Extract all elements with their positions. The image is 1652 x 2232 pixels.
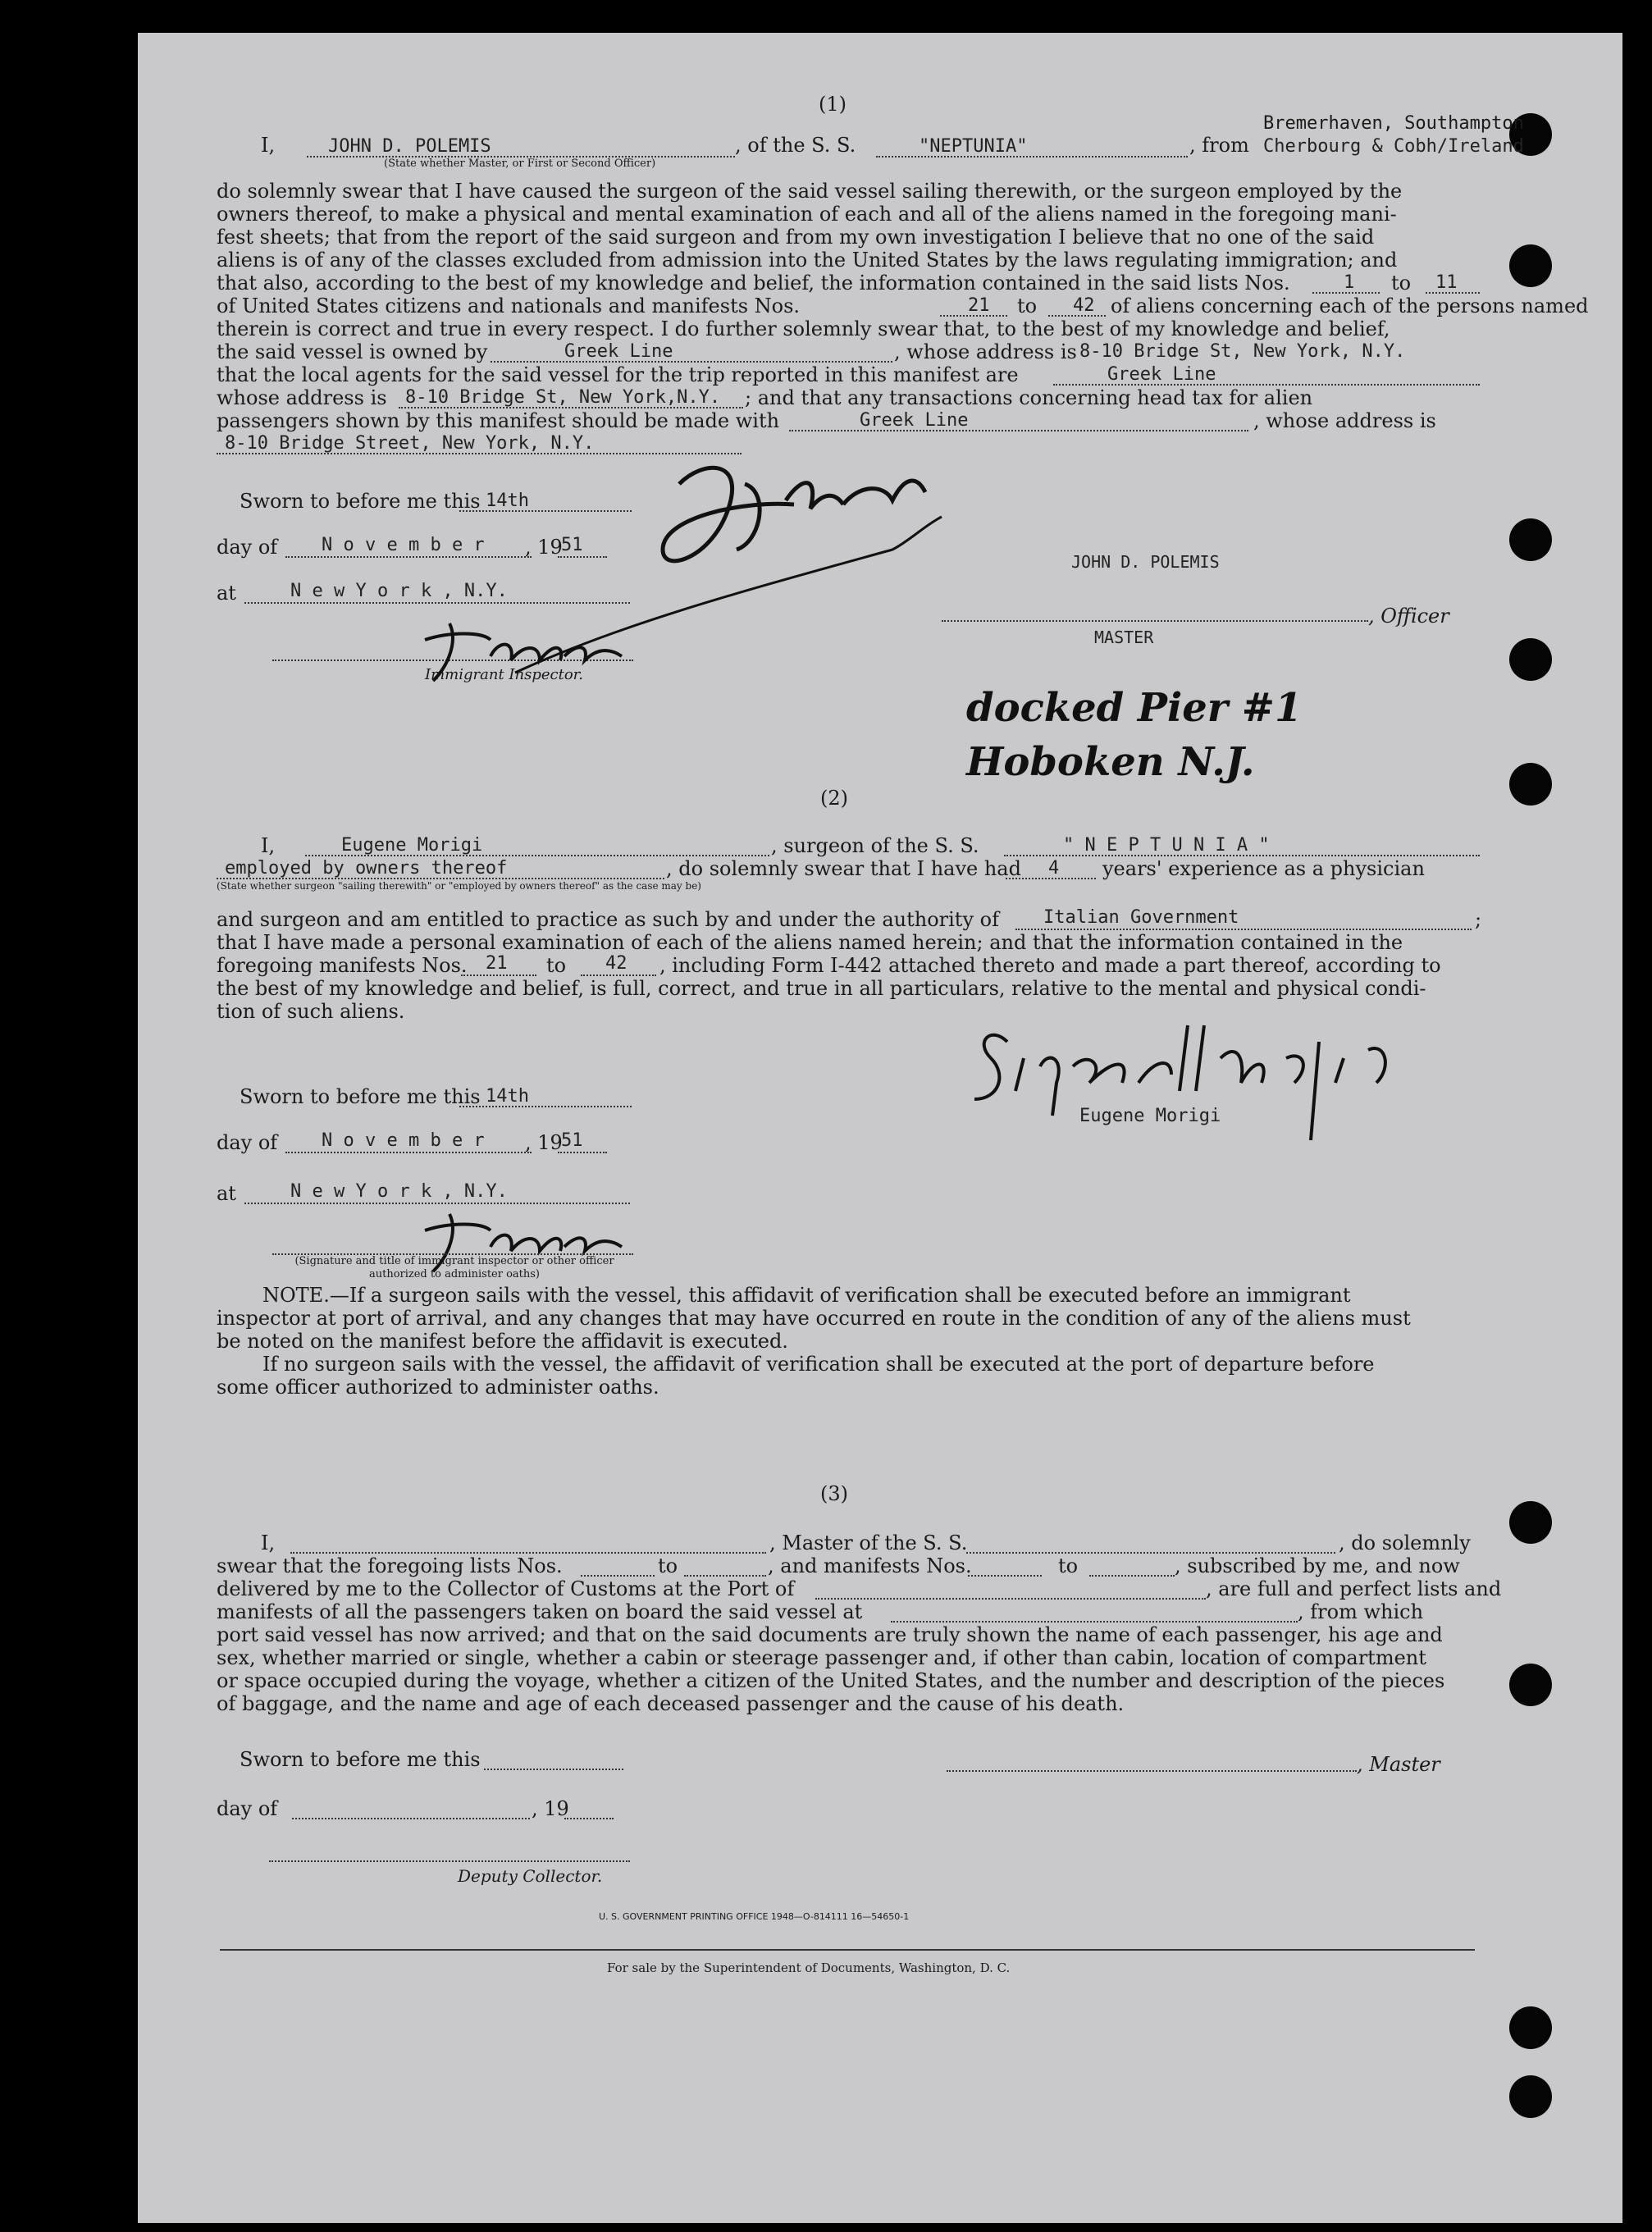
s3-month-line xyxy=(292,1818,530,1819)
punch-hole xyxy=(1509,1501,1552,1544)
s2-place-line xyxy=(244,1203,630,1204)
s3-para-line-4: of baggage, and the name and age of each deceased passenger and the cause of his death. xyxy=(217,1692,1125,1715)
s3-sworn-line xyxy=(484,1769,623,1770)
s3-line2-b: to xyxy=(658,1554,678,1577)
s3-line1-b: , Master of the S. S. xyxy=(769,1531,968,1554)
s1-month: N o v e m b e r xyxy=(322,535,485,555)
s2-para-line-1: that I have made a personal examination of each of the aliens named herein; and that the information contained in the xyxy=(217,931,1403,954)
s2-manifests-to: 42 xyxy=(605,953,627,974)
s3-para-line-2: sex, whether married or single, whether a cabin or steerage passenger and, if other than cabin, location of compartment xyxy=(217,1646,1426,1669)
s1-month-line xyxy=(285,556,532,558)
s1-inspector-label: Immigrant Inspector. xyxy=(425,666,584,683)
years-tail: years' experience as a physician xyxy=(1102,857,1425,880)
s3-line4-b: , from which xyxy=(1298,1600,1424,1623)
s1-day-of-label: day of xyxy=(217,536,278,559)
section-3-heading: (3) xyxy=(820,1482,848,1505)
employed-hint: (State whether surgeon "sailing therewith" or "employed by owners thereof" as the case may be) xyxy=(217,880,701,892)
s2-to-label: to xyxy=(546,954,567,977)
s3-para-line-1: port said vessel has now arrived; and that on the said documents are truly shown the name of each passenger, his age and xyxy=(217,1623,1443,1646)
s2-swear-label: , do solemnly swear that I have had xyxy=(666,857,1021,880)
printing-office: U. S. GOVERNMENT PRINTING OFFICE 1948—O-814111 16—54650-1 xyxy=(599,1911,910,1922)
surgeon-name: Eugene Morigi xyxy=(341,835,483,856)
head-tax-label: ; and that any transactions concerning head tax for alien xyxy=(745,386,1313,409)
whose-address-2-label: , whose address is xyxy=(1253,409,1436,432)
s3-deputy-label: Deputy Collector. xyxy=(458,1866,603,1886)
s3-deputy-sig-line xyxy=(269,1860,630,1862)
note-line-3: be noted on the manifest before the affidavit is executed. xyxy=(217,1330,788,1353)
s2-day-of-label: day of xyxy=(217,1131,278,1154)
note-line-4: If no surgeon sails with the vessel, the affidavit of verification shall be executed at the port of departure before xyxy=(262,1353,1375,1376)
agents-label: that the local agents for the said vessel for the trip reported in this manifest are xyxy=(217,363,1019,386)
s3-line3-a: delivered by me to the Collector of Customs at the Port of xyxy=(217,1577,795,1600)
s2-vessel: " N E P T U N I A " xyxy=(1063,835,1270,856)
s2-para-line-3: the best of my knowledge and belief, is full, correct, and true in all particulars, relative to the mental and physical condi- xyxy=(217,977,1426,1000)
punch-hole xyxy=(1509,2075,1552,2118)
head-tax-address: 8-10 Bridge Street, New York, N.Y. xyxy=(225,433,595,454)
s3-line2-d: to xyxy=(1058,1554,1079,1577)
s2-sworn-label: Sworn to before me this xyxy=(240,1085,481,1108)
master-name: JOHN D. POLEMIS xyxy=(328,136,491,157)
handwritten-docked-note: docked Pier #1 Hoboken N.J. xyxy=(966,685,1303,785)
s1-para-line-4: aliens is of any of the classes excluded from admission into the United States by the laws regulating immigration; and xyxy=(217,249,1398,272)
of-ss-label: , of the S. S. xyxy=(735,134,856,157)
s2-manifests-from: 21 xyxy=(486,953,508,974)
officer-sig-line xyxy=(942,620,1368,622)
s3-line4-a: manifests of all the passengers taken on board the said vessel at xyxy=(217,1600,863,1623)
s1-manifests-to: 42 xyxy=(1073,295,1095,316)
s3-master-label: , Master xyxy=(1357,1753,1440,1776)
agents-address-label: whose address is xyxy=(217,386,387,409)
s1-manifests-from: 21 xyxy=(968,295,990,316)
authority-semicolon: ; xyxy=(1475,908,1482,931)
s2-year-suffix: 51 xyxy=(561,1130,583,1151)
s3-line2-c: , and manifests Nos. xyxy=(768,1554,972,1577)
section-2-heading: (2) xyxy=(820,787,848,810)
s1-at-label: at xyxy=(217,582,236,605)
s2-manifests-tail: , including Form I-442 attached thereto and made a part thereof, according to xyxy=(659,954,1441,977)
s3-para-line-3: or space occupied during the voyage, whether a citizen of the United States, and the number and description of the pieces xyxy=(217,1669,1445,1692)
lists-to-label: to xyxy=(1391,272,1412,294)
s3-line1-a: I, xyxy=(261,1531,276,1554)
s3-year-prefix: , 19 xyxy=(532,1797,569,1820)
s1-year-prefix: , 19 xyxy=(525,536,563,559)
s2-at-label: at xyxy=(217,1182,236,1205)
s3-line1-c: , do solemnly xyxy=(1339,1531,1471,1554)
section-1-heading: (1) xyxy=(819,93,847,116)
whose-address-label: , whose address is xyxy=(894,340,1077,363)
s1-para-line-6: of United States citizens and nationals and manifests Nos. xyxy=(217,294,801,317)
s1-sworn-label: Sworn to before me this xyxy=(240,490,481,513)
punch-hole xyxy=(1509,1664,1552,1706)
s2-year-line xyxy=(558,1152,607,1153)
s1-manifests-tail: of aliens concerning each of the persons named xyxy=(1111,294,1589,317)
s1-to-label: to xyxy=(1017,294,1038,317)
s3-manifests-to-line xyxy=(1089,1575,1175,1577)
document-page xyxy=(138,33,1622,2223)
master-hint: (State whether Master, or First or Second Officer) xyxy=(384,157,656,170)
s1-para-line-7: therein is correct and true in every respect. I do further solemnly swear that, to the best of my knowledge and belief, xyxy=(217,317,1390,340)
owner: Greek Line xyxy=(564,341,673,362)
surgeon-of-label: , surgeon of the S. S. xyxy=(771,834,979,857)
authority-label: and surgeon and am entitled to practice as such by and under the authority of xyxy=(217,908,999,931)
s2-sworn-day-line xyxy=(459,1106,632,1107)
note-line-5: some officer authorized to administer oaths. xyxy=(217,1376,659,1399)
s2-para-line-4: tion of such aliens. xyxy=(217,1000,405,1023)
s3-year-line xyxy=(564,1818,614,1819)
s2-inspector-hint: (Signature and title of immigrant inspector or other officer authorized to administer oaths) xyxy=(294,1255,614,1280)
lists-to: 11 xyxy=(1435,272,1458,293)
passengers-label: passengers shown by this manifest should be made with xyxy=(217,409,780,432)
vessel-name: "NEPTUNIA" xyxy=(919,136,1028,157)
s3-line2-a: swear that the foregoing lists Nos. xyxy=(217,1554,563,1577)
s1-year-suffix: 51 xyxy=(561,535,583,555)
s2-sworn-day: 14th xyxy=(486,1086,529,1107)
s1-sworn-day: 14th xyxy=(486,491,529,511)
s1-para-line-3: fest sheets; that from the report of the said surgeon and from my own investigation I believe that no one of the said xyxy=(217,226,1375,249)
s2-manifests-label: foregoing manifests Nos. xyxy=(217,954,468,977)
master-typed-name: JOHN D. POLEMIS xyxy=(1071,552,1220,572)
s3-manifests-from-line xyxy=(968,1575,1042,1577)
agents-address: 8-10 Bridge St, New York,N.Y. xyxy=(405,387,721,408)
years-line xyxy=(1006,878,1096,879)
punch-hole xyxy=(1509,2006,1552,2049)
punch-hole xyxy=(1509,244,1552,287)
from-label: , from xyxy=(1189,134,1249,157)
vessel-line xyxy=(876,156,1188,157)
punch-hole xyxy=(1509,638,1552,681)
s3-line3-b: , are full and perfect lists and xyxy=(1206,1577,1502,1600)
ports-line-2: Cherbourg & Cobh/Ireland xyxy=(1263,136,1524,157)
s3-day-of-label: day of xyxy=(217,1797,278,1820)
ports-line-1: Bremerhaven, Southampton xyxy=(1263,113,1524,134)
for-sale-note: For sale by the Superintendent of Documents, Washington, D. C. xyxy=(607,1960,1011,1975)
s2-year-prefix: , 19 xyxy=(525,1131,563,1154)
s1-para-line-5: that also, according to the best of my knowledge and belief, the information contained in the said lists Nos. xyxy=(217,272,1290,294)
s3-port-line xyxy=(815,1598,1206,1600)
agents: Greek Line xyxy=(1107,364,1216,385)
punch-hole xyxy=(1509,763,1552,806)
s2-i-label: I, xyxy=(261,834,276,857)
s1-para-line-1: do solemnly swear that I have caused the surgeon of the said vessel sailing therewith, or the surgeon employed by the xyxy=(217,180,1403,203)
master-signature xyxy=(499,427,958,697)
s3-sworn-label: Sworn to before me this xyxy=(240,1748,481,1771)
s1-place: N e w Y o r k , N.Y. xyxy=(290,581,508,601)
head-tax-party: Greek Line xyxy=(860,410,969,431)
employed-by: employed by owners thereof xyxy=(225,858,508,879)
rank: MASTER xyxy=(1094,628,1154,647)
s2-place: N e w Y o r k , N.Y. xyxy=(290,1181,508,1202)
note-line-1: NOTE.—If a surgeon sails with the vessel, this affidavit of verification shall be executed before an immigrant xyxy=(262,1284,1351,1307)
s1-para-line-2: owners thereof, to make a physical and mental examination of each and all of the aliens named in the foregoing mani- xyxy=(217,203,1397,226)
officer-label: , Officer xyxy=(1368,605,1449,628)
surgeon-signature xyxy=(958,993,1417,1181)
years-experience: 4 xyxy=(1048,858,1060,879)
i-label: I, xyxy=(261,134,276,157)
note-line-2: inspector at port of arrival, and any changes that may have occurred en route in the condition of any of the aliens must xyxy=(217,1307,1411,1330)
s2-month: N o v e m b e r xyxy=(322,1130,485,1151)
authority: Italian Government xyxy=(1043,907,1239,928)
surgeon-typed-name: Eugene Morigi xyxy=(1079,1106,1221,1126)
s3-master-sig-line xyxy=(947,1770,1357,1772)
owned-by-label: the said vessel is owned by xyxy=(217,340,488,363)
s3-line2-e: , subscribed by me, and now xyxy=(1175,1554,1460,1577)
owner-address: 8-10 Bridge St, New York, N.Y. xyxy=(1079,341,1406,362)
punch-hole xyxy=(1509,518,1552,561)
footer-rule xyxy=(220,1949,1475,1951)
s2-month-line xyxy=(285,1152,532,1153)
lists-from: 1 xyxy=(1344,272,1355,293)
